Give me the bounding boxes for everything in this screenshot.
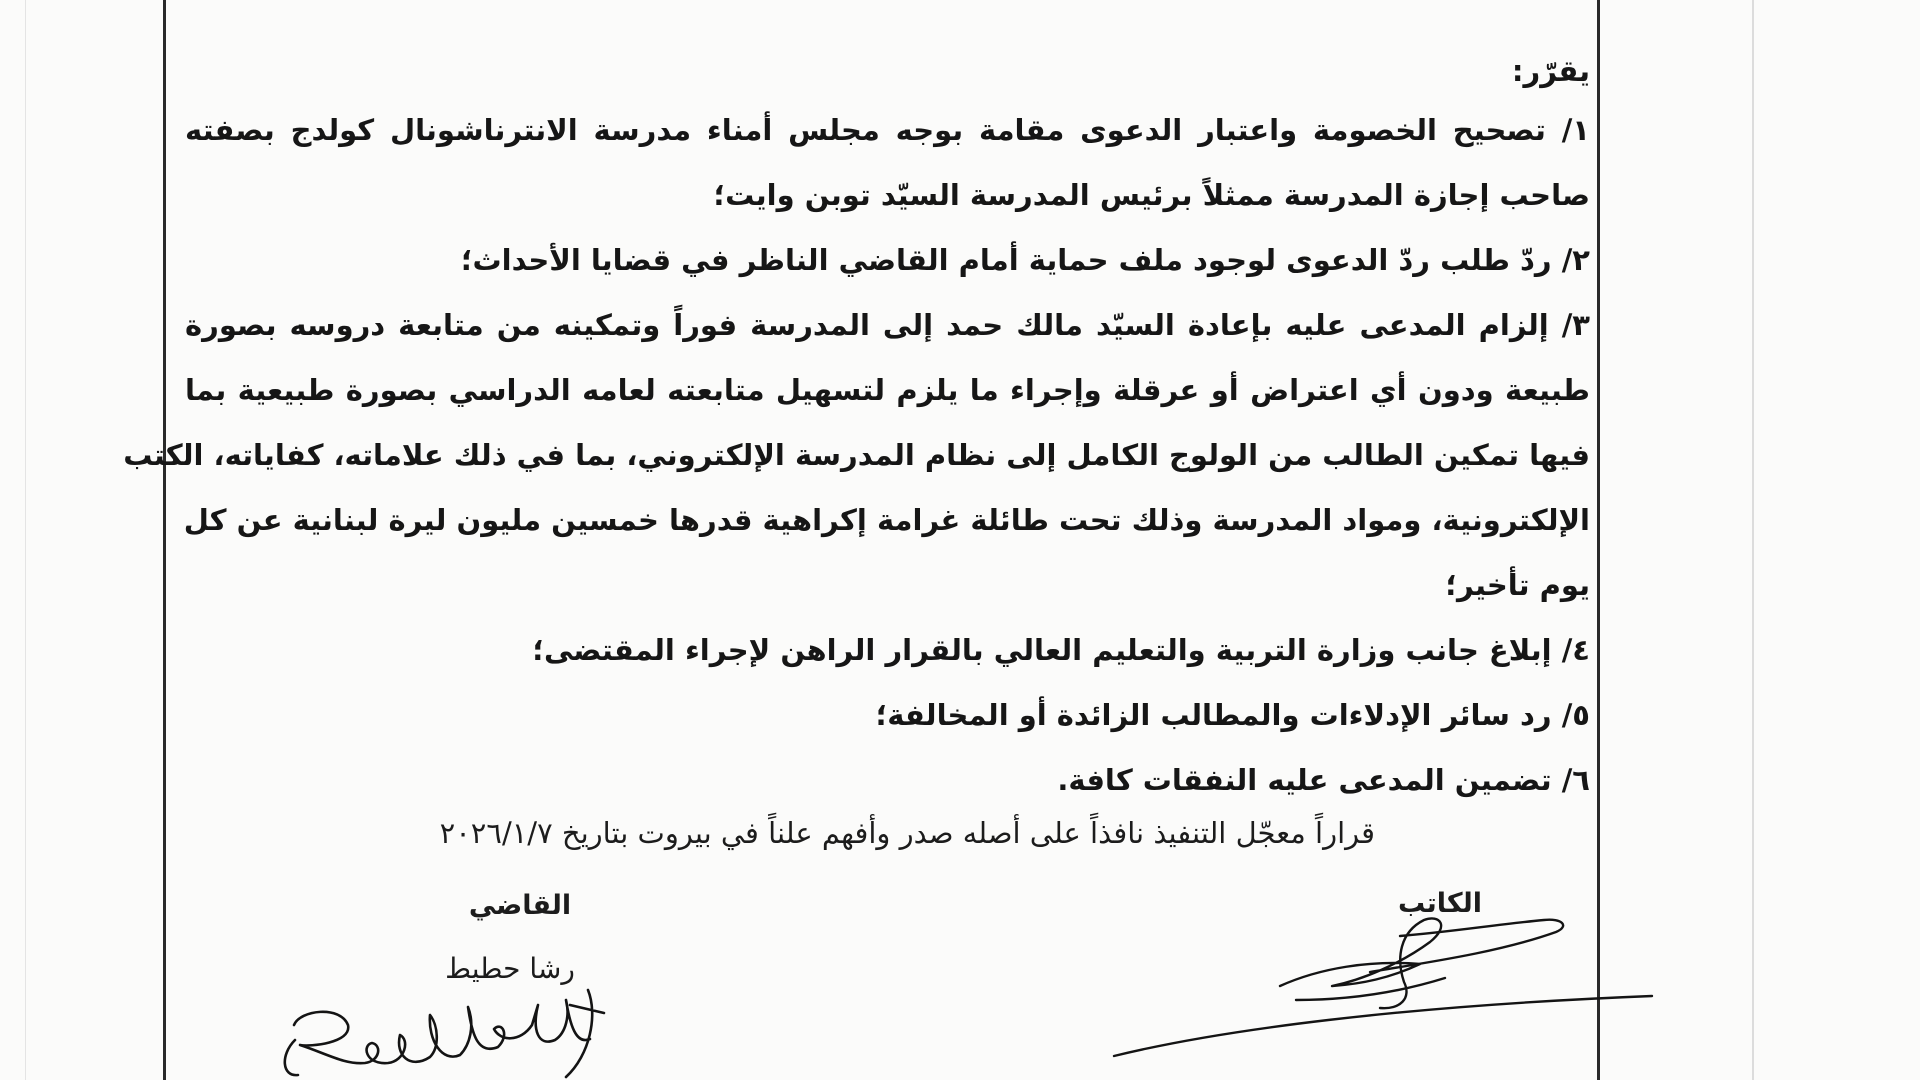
- clause-5: [185, 683, 1590, 748]
- clerk-signature: [1100, 880, 1660, 1060]
- clause-line: ١/ تصحيح الخصومة واعتبار الدعوى مقامة بوجه مجلس أمناء مدرسة الانترناشونال كولدج بصفته: [185, 113, 1590, 147]
- clause-line: ٥/ رد سائر الإدلاءات والمطالب الزائدة أو المخالفة؛: [875, 698, 1590, 732]
- clause-line: يوم تأخير؛: [1445, 568, 1590, 602]
- clause-line: فيها تمكين الطالب من الولوج الكامل إلى نظام المدرسة الإلكتروني، بما في ذلك علاماته، كفاياته، الكتب: [123, 438, 1590, 472]
- judge-label: القاضي: [468, 890, 572, 921]
- clause-3: [123, 293, 1590, 618]
- clause-line: صاحب إجازة المدرسة ممثلاً برئيس المدرسة السيّد توبن وايت؛: [713, 178, 1590, 212]
- clause-4: [185, 618, 1590, 683]
- clause-line: الإلكترونية، ومواد المدرسة وذلك تحت طائلة غرامة إكراهية قدرها خمسين مليون ليرة لبنانية عن كل: [183, 503, 1590, 537]
- clause-line: طبيعة ودون أي اعتراض أو عرقلة وإجراء ما يلزم لتسهيل متابعته لعامه الدراسي بصورة طبيعية بما: [185, 373, 1590, 407]
- scan-edge-right: [1752, 0, 1754, 1080]
- judge-signature: [270, 985, 650, 1080]
- decision-body: [123, 44, 1590, 813]
- decision-heading: يقرّر:: [1511, 54, 1590, 88]
- clause-line: ٣/ إلزام المدعى عليه بإعادة السيّد مالك حمد إلى المدرسة فوراً وتمكينه من متابعة دروسه بصورة: [185, 308, 1590, 342]
- clause-6: [185, 748, 1590, 813]
- clause-2: [185, 228, 1590, 293]
- clause-line: ٤/ إبلاغ جانب وزارة التربية والتعليم العالي بالقرار الراهن لإجراء المقتضى؛: [532, 633, 1590, 667]
- clerk-label: الكاتب: [1398, 888, 1482, 919]
- border-line-left: [163, 0, 166, 1080]
- clause-line: ٢/ ردّ طلب ردّ الدعوى لوجود ملف حماية أمام القاضي الناظر في قضايا الأحداث؛: [460, 243, 1590, 277]
- closing-statement: قراراً معجّل التنفيذ نافذاً على أصله صدر وأفهم علناً في بيروت بتاريخ ٢٠٢٦/١/٧: [439, 816, 1375, 850]
- judge-name: رشا حطيط: [445, 952, 575, 985]
- clause-1: [185, 98, 1590, 228]
- clause-line: ٦/ تضمين المدعى عليه النفقات كافة.: [1057, 763, 1590, 797]
- scan-edge-left: [25, 0, 26, 1080]
